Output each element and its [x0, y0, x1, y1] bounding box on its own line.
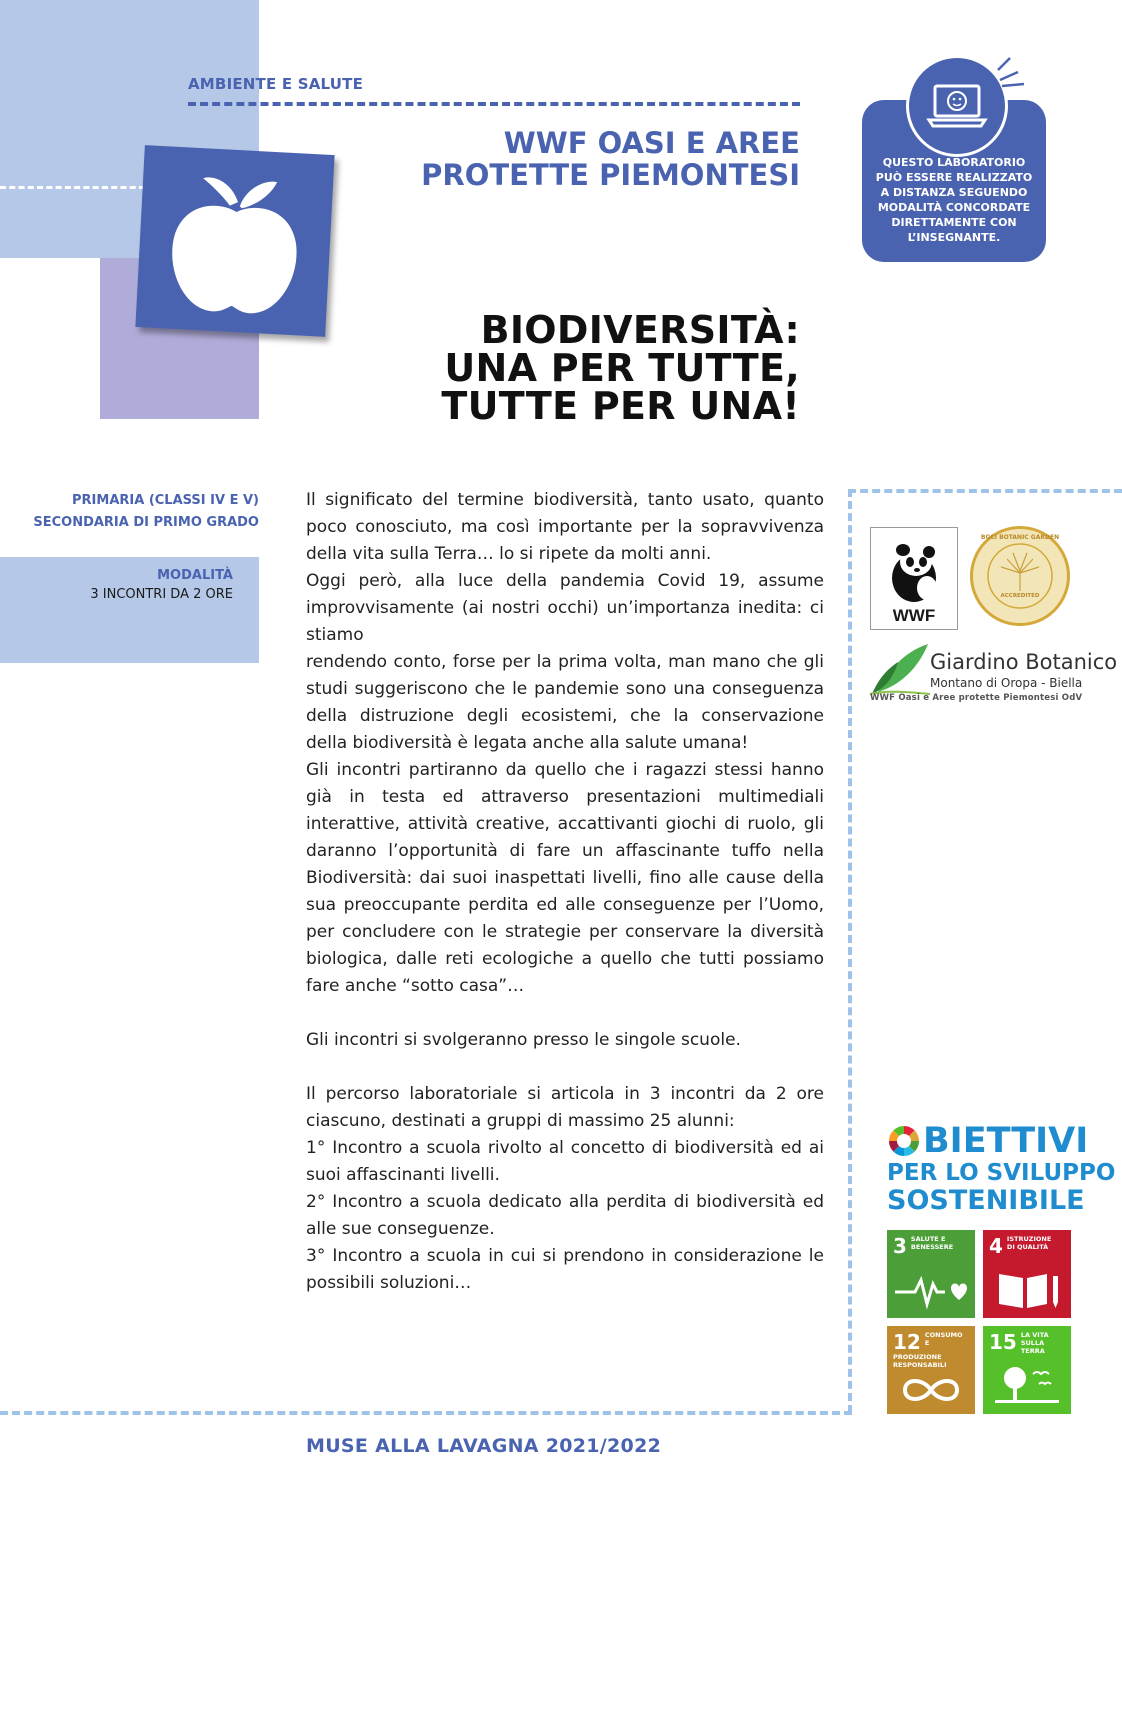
mode-value: 3 INCONTRI DA 2 ORE [90, 587, 233, 602]
tree-seal-icon [973, 529, 1067, 623]
sdg-goal-label: LA VITA [1020, 1331, 1049, 1339]
bgci-seal-logo [970, 526, 1070, 626]
body-paragraph: Gli incontri si svolgeranno presso le singole scuole. [306, 1030, 741, 1050]
sdg-heading [887, 1122, 1115, 1214]
mode-label: MODALITÀ [157, 568, 233, 583]
sdg-goal-15-tile [983, 1326, 1071, 1414]
sdg-heading-line-2: PER LO SVILUPPO [887, 1160, 1116, 1186]
apple-tile [135, 145, 334, 337]
description-body [306, 487, 824, 1297]
sdg-goal-4-tile [983, 1230, 1071, 1318]
body-paragraph: Il significato del termine biodiversità, tanto usato, quanto poco conosciuto, ma così importante per la sopravvivenza della vita sulla Terra… lo si ripete da molti anni. [306, 490, 824, 564]
sdg-goal-label: SULLA TERRA [1020, 1339, 1045, 1355]
wwf-text: WWF [892, 606, 936, 625]
right-panel-divider [848, 489, 852, 1413]
giardino-subtitle: Montano di Oropa - Biella [930, 676, 1083, 690]
badge-line: PUÒ ESSERE REALIZZATO [875, 171, 1033, 184]
target-secondary: SECONDARIA DI PRIMO GRADO [33, 515, 259, 530]
giardino-title: Giardino Botanico [930, 650, 1118, 674]
infinity-icon [893, 1372, 969, 1408]
badge-line: QUESTO LABORATORIO [882, 156, 1026, 169]
body-paragraph: Gli incontri partiranno da quello che i ragazzi stessi hanno già in testa ed attraverso presentazioni multimediali interattive, attività creative, accattivanti giochi di ruolo, gli daranno l’opportunità di fare un affascinante tuffo nella Biodiversità: dai suoi inaspettati livelli, fino alle cause della sua preoccupante perdita ed alle conseguenze per l’Uomo, per concludere con le strategie per conservare la diversità biologica, dalle reti ecologiche a quello che tutti possiamo fare anche “sotto casa”… [306, 760, 824, 996]
panda-icon [871, 532, 957, 612]
sdg-goal-label: SALUTE E [910, 1235, 946, 1243]
sdg-goal-3-tile [887, 1230, 975, 1318]
footer-label: MUSE ALLA LAVAGNA 2021/2022 [306, 1435, 662, 1457]
badge-text [866, 155, 1042, 245]
title-line-1: BIODIVERSITÀ: [480, 308, 800, 352]
signal-lines-icon [994, 56, 1034, 88]
sdg-goal-number: 15 [989, 1330, 1017, 1354]
body-paragraph: 2° Incontro a scuola dedicato alla perdita di biodiversità ed alle sue conseguenze. [306, 1192, 824, 1239]
body-paragraph: rendendo conto, forse per la prima volta, man mano che gli studi suggeriscono che le pandemie sono una conseguenza della distruzione degli ecosistemi, che la conservazione della biodiversità è legata anche alla salute umana! [306, 652, 824, 753]
sdg-goal-number: 4 [989, 1234, 1003, 1258]
category-divider [188, 102, 800, 106]
sdg-goal-label: CONSUMO E [924, 1331, 963, 1347]
seal-center-text: ACCREDITED [1000, 593, 1040, 599]
sdg-goal-label: PRODUZIONE [893, 1353, 942, 1361]
body-paragraph: 1° Incontro a scuola rivolto al concetto di biodiversità ed ai suoi affascinanti livelli. [306, 1138, 824, 1185]
sdg-goal-label: ISTRUZIONE [1006, 1235, 1052, 1243]
leaf-logo-icon [868, 640, 932, 696]
badge-line: A DISTANZA SEGUENDO [880, 186, 1028, 199]
badge-line: L’INSEGNANTE. [907, 231, 1001, 244]
body-paragraph: 3° Incontro a scuola in cui si prendono in considerazione le possibili soluzioni… [306, 1246, 824, 1293]
organization-line-2: PROTETTE PIEMONTESI [421, 158, 800, 192]
sdg-goal-label: BENESSERE [910, 1243, 954, 1251]
badge-line: MODALITÀ CONCORDATE [877, 201, 1031, 214]
organization-line-1: WWF OASI E AREE [503, 126, 800, 160]
page-title [441, 308, 800, 428]
title-line-3: TUTTE PER UNA! [441, 384, 800, 428]
wwf-logo [870, 527, 958, 630]
giardino-org: WWF Oasi e Aree protette Piemontesi OdV [870, 693, 1083, 703]
title-line-2: UNA PER TUTTE, [444, 346, 800, 390]
sdg-heading-line-3: SOSTENIBILE [887, 1185, 1085, 1216]
sdg-goal-number: 12 [893, 1330, 921, 1354]
bottom-border [0, 1411, 852, 1415]
seal-ring-text: BGCI BOTANIC GARDEN [980, 534, 1060, 541]
sdg-goal-label: DI QUALITÀ [1006, 1243, 1049, 1251]
right-panel-top-border [848, 489, 1122, 493]
sdg-goal-number: 3 [893, 1234, 907, 1258]
badge-icon-circle [906, 55, 1008, 157]
heartbeat-icon [893, 1270, 969, 1310]
laptop-smiley-icon [909, 58, 1005, 154]
target-primary: PRIMARIA (CLASSI IV E V) [72, 493, 259, 508]
apple-icon [135, 145, 334, 337]
book-pencil-icon [989, 1268, 1065, 1312]
target-audience [33, 490, 259, 534]
organization-name [421, 127, 800, 191]
sdg-goal-12-tile [887, 1326, 975, 1414]
category-label: AMBIENTE E SALUTE [188, 75, 364, 93]
body-paragraph: Il percorso laboratoriale si articola in 3 incontri da 2 ore ciascuno, destinati a gruppi di massimo 25 alunni: [306, 1084, 824, 1131]
white-dash-line [0, 186, 145, 189]
body-paragraph: Oggi però, alla luce della pandemia Covid 19, assume improvvisamente (ai nostri occhi) un’importanza inedita: ci stiamo [306, 571, 824, 645]
sdg-goal-label: RESPONSABILI [893, 1361, 947, 1369]
badge-line: DIRETTAMENTE CON [891, 216, 1017, 229]
tree-birds-icon [989, 1364, 1065, 1408]
sdg-heading-line-1: BIETTIVI [923, 1121, 1089, 1161]
